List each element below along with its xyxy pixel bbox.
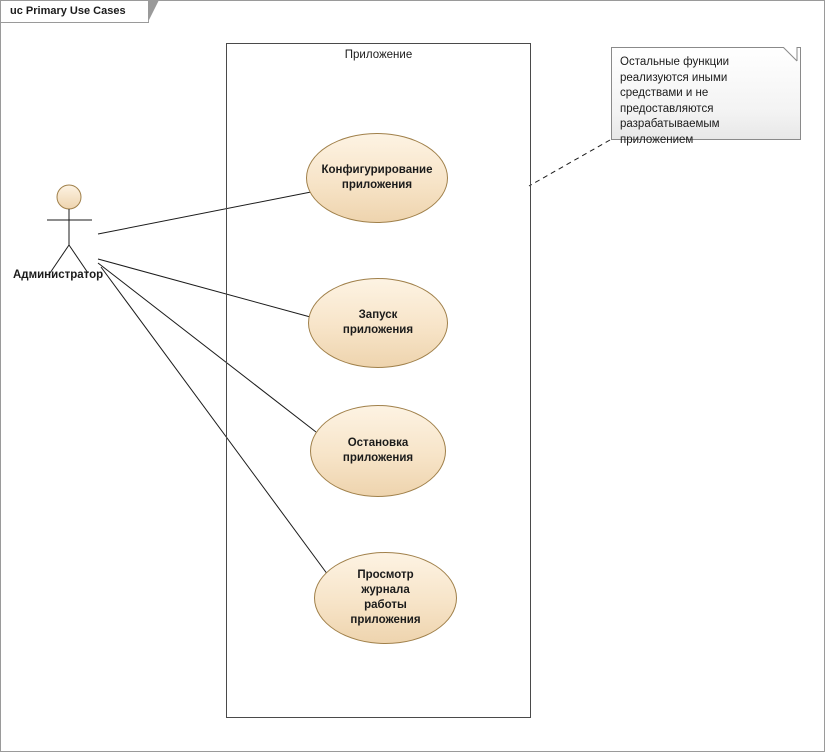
use-case-start-line1: Запуск приложения: [342, 308, 414, 336]
link-note-to-boundary: [529, 140, 610, 186]
actor-label: Администратор: [13, 269, 104, 281]
use-case-view-log[interactable]: [314, 552, 457, 644]
use-case-view-log-line1: Просмотр журнала: [357, 568, 414, 596]
use-case-configure-line1: Конфигурирование: [321, 163, 433, 176]
actor-stick-figure-icon: [45, 183, 97, 279]
use-case-configure[interactable]: [306, 133, 448, 223]
note-text: Остальные функции реализуются иными средствами и не предоставляются разрабатываемым приложением: [620, 56, 730, 146]
use-case-stop[interactable]: [310, 405, 446, 497]
system-boundary-label: Приложение: [344, 49, 413, 61]
use-case-stop-line2: приложения: [342, 452, 414, 464]
use-case-configure-line2: приложения: [341, 179, 413, 191]
note-box[interactable]: [611, 47, 801, 146]
note-fold-icon: [783, 47, 801, 65]
actor-administrator[interactable]: [45, 183, 97, 279]
use-case-view-log-line2: работы приложения: [350, 599, 421, 627]
use-case-start[interactable]: [308, 278, 448, 368]
use-case-stop-line1: Остановка: [347, 436, 409, 449]
diagram-frame-title: uc Primary Use Cases: [10, 5, 126, 17]
